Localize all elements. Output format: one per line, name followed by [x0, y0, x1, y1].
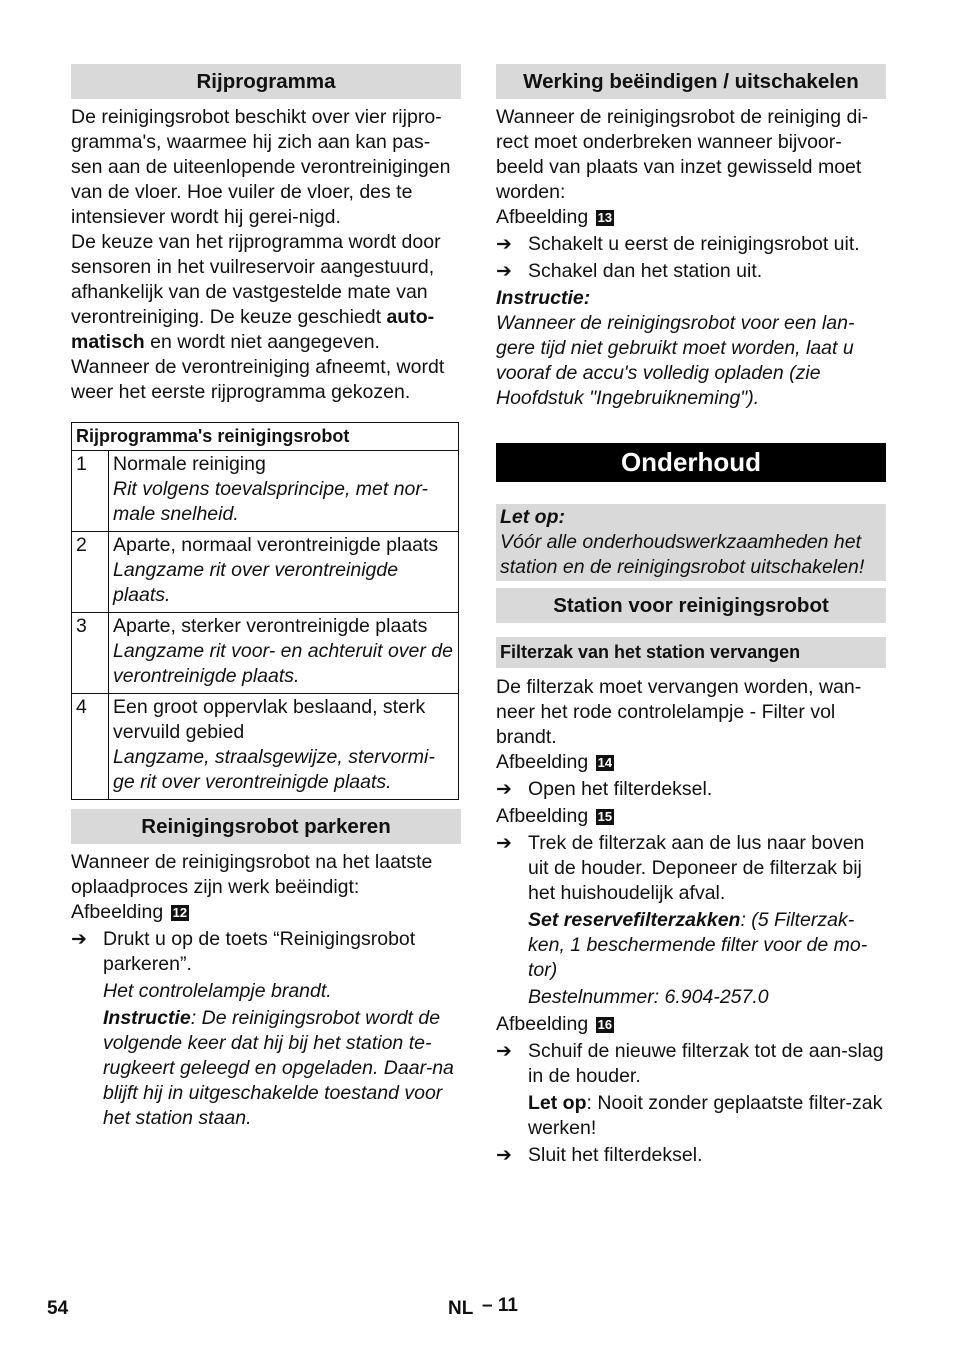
- program-title: Een groot oppervlak beslaand, sterk vervuild gebied: [113, 696, 426, 743]
- figure-number-badge: 12: [172, 905, 188, 920]
- section-title-rijprogramma: Rijprogramma: [71, 64, 461, 99]
- program-number: 3: [72, 613, 109, 694]
- program-table-header: Rijprogramma's reinigingsrobot: [72, 423, 459, 451]
- program-table-row: [72, 532, 459, 613]
- page-number: 54: [47, 1298, 69, 1319]
- step-insert-bag: [496, 1039, 886, 1089]
- program-number: 2: [72, 532, 109, 613]
- step-close-cover-text: Sluit het filterdeksel.: [528, 1144, 703, 1166]
- parkeren-figure-ref: [71, 900, 461, 925]
- parkeren-step-text: Drukt u op de toets “Reinigingsrobot parkeren”.: [103, 928, 416, 975]
- program-detail: Langzame, straalsgewijze, stervormi-ge rit over verontreinigde plaats.: [113, 746, 435, 793]
- figure-label: Afbeelding: [496, 1013, 589, 1035]
- program-number: 4: [72, 694, 109, 800]
- werking-intro: Wanneer de reinigingsrobot de reiniging di-rect moet onderbreken wanneer bijvoor-beeld van plaats van inzet gewisseld moet worden:: [496, 106, 869, 203]
- program-table-header-row: [72, 423, 459, 451]
- spare-filter-info: [496, 908, 886, 983]
- figure-label: Afbeelding: [496, 751, 589, 773]
- program-table: [71, 422, 459, 800]
- footer-language: NL: [448, 1298, 474, 1319]
- program-detail: Rit volgens toevalsprincipe, met nor-male snelheid.: [113, 478, 429, 525]
- parkeren-intro: Wanneer de reinigingsrobot na het laatste oplaadproces zijn werk beëindigt:: [71, 851, 433, 898]
- arrow-right-icon: ➔: [496, 779, 512, 800]
- warning-box: [496, 504, 886, 581]
- werking-step-1: [496, 232, 886, 257]
- right-column: [496, 64, 886, 1168]
- figure-number-badge: 16: [597, 1017, 613, 1032]
- arrow-right-icon: ➔: [496, 1041, 512, 1062]
- spare-filter-text: : (5 Filterzak-ken, 1 beschermende filter voor de mo-tor): [528, 909, 868, 981]
- note-label: Instructie: [103, 1007, 191, 1029]
- caution-text: : Nooit zonder geplaatste filter-zak werken!: [528, 1092, 883, 1139]
- caution-label: Let op: [528, 1092, 587, 1114]
- selection-text-a: De keuze van het rijprogramma wordt door sensoren in het vuilreservoir aangestuurd, afhankelijk van de vastgestelde mate van verontreiniging. De keuze geschiedt: [71, 231, 441, 328]
- program-detail: Langzame rit over verontreinigde plaats.: [113, 559, 399, 606]
- parkeren-note: [71, 1006, 461, 1131]
- arrow-right-icon: ➔: [496, 1145, 512, 1166]
- step-close-cover: [496, 1143, 886, 1168]
- parkeren-step: [71, 927, 461, 977]
- footer-subpage: – 11: [482, 1295, 518, 1316]
- order-number: Bestelnummer: 6.904-257.0: [528, 986, 769, 1008]
- figure-label: Afbeelding: [71, 901, 164, 923]
- filterzak-intro: De filterzak moet vervangen worden, wan-neer het rode controlelampje - Filter vol brandt.: [496, 676, 862, 748]
- program-number: 1: [72, 451, 109, 532]
- parkeren-result: Het controlelampje brandt.: [103, 980, 332, 1002]
- selection-text-c: en wordt niet aangegeven.: [144, 331, 380, 353]
- section-title-werking: Werking beëindigen / uitschakelen: [496, 64, 886, 99]
- figure-number-badge: 15: [597, 809, 613, 824]
- arrow-right-icon: ➔: [496, 261, 512, 282]
- warning-text: Vóór alle onderhoudswerkzaamheden het station en de reinigingsrobot uitschakelen!: [500, 531, 865, 578]
- program-table-row: [72, 694, 459, 800]
- caution-note: [496, 1091, 886, 1141]
- werking-note-label: Instructie:: [496, 287, 591, 309]
- program-title: Aparte, normaal verontreinigde plaats: [113, 534, 439, 556]
- warning-label: Let op:: [500, 506, 565, 528]
- selection-text-bold: auto-matisch: [71, 306, 435, 353]
- figure-number-badge: 13: [597, 210, 613, 225]
- step-open-cover-text: Open het filterdeksel.: [528, 778, 713, 800]
- program-title: Normale reiniging: [113, 453, 266, 475]
- section-title-station: Station voor reinigingsrobot: [496, 588, 886, 623]
- section-title-parkeren: Reinigingsrobot parkeren: [71, 809, 461, 844]
- program-title: Aparte, sterker verontreinigde plaats: [113, 615, 428, 637]
- werking-step-2: [496, 259, 886, 284]
- figure-ref-14: [496, 750, 886, 775]
- figure-number-badge: 14: [597, 755, 613, 770]
- program-description-cell: [109, 451, 459, 532]
- step-pull-bag: [496, 831, 886, 906]
- rijprogramma-reset: Wanneer de verontreiniging afneemt, wordt weer het eerste rijprogramma gekozen.: [71, 356, 445, 403]
- werking-figure-ref: [496, 205, 886, 230]
- figure-ref-16: [496, 1012, 886, 1037]
- program-table-body: [72, 451, 459, 800]
- chapter-title-onderhoud: Onderhoud: [496, 443, 886, 482]
- program-detail: Langzame rit voor- en achteruit over de verontreinigde plaats.: [113, 640, 453, 687]
- program-table-row: [72, 613, 459, 694]
- left-column: [71, 64, 461, 1131]
- spare-filter-label: Set reservefilterzakken: [528, 909, 741, 931]
- arrow-right-icon: ➔: [71, 929, 87, 950]
- werking-note-text: Wanneer de reinigingsrobot voor een lan-gere tijd niet gebruikt moet worden, laat u vooraf de accu's volledig opladen (zie Hoofdstuk "Ingebruikneming").: [496, 312, 855, 409]
- program-description-cell: [109, 613, 459, 694]
- arrow-right-icon: ➔: [496, 234, 512, 255]
- subsection-title-filterzak: Filterzak van het station vervangen: [496, 637, 886, 668]
- arrow-right-icon: ➔: [496, 833, 512, 854]
- program-table-row: [72, 451, 459, 532]
- figure-label: Afbeelding: [496, 206, 589, 228]
- program-description-cell: [109, 532, 459, 613]
- program-description-cell: [109, 694, 459, 800]
- rijprogramma-selection: [71, 230, 461, 355]
- step-open-cover: [496, 777, 886, 802]
- note-text: : De reinigingsrobot wordt de volgende keer dat hij bij het station te-rugkeert geleegd en opgeladen. Daar-na blijft hij in uitgeschakelde toestand voor het station staan.: [103, 1007, 454, 1129]
- step-insert-bag-text: Schuif de nieuwe filterzak tot de aan-slag in de houder.: [528, 1040, 884, 1087]
- werking-step-1-text: Schakelt u eerst de reinigingsrobot uit.: [528, 233, 860, 255]
- step-pull-bag-text: Trek de filterzak aan de lus naar boven uit de houder. Deponeer de filterzak bij het huishoudelijk afval.: [528, 832, 865, 904]
- figure-ref-15: [496, 804, 886, 829]
- rijprogramma-intro: De reinigingsrobot beschikt over vier rijpro-gramma's, waarmee hij zich aan kan pas-sen aan de uiteenlopende verontreinigingen van de vloer. Hoe vuiler de vloer, des te intensiever wordt hij gerei-nigd.: [71, 106, 451, 228]
- werking-step-2-text: Schakel dan het station uit.: [528, 260, 763, 282]
- figure-label: Afbeelding: [496, 805, 589, 827]
